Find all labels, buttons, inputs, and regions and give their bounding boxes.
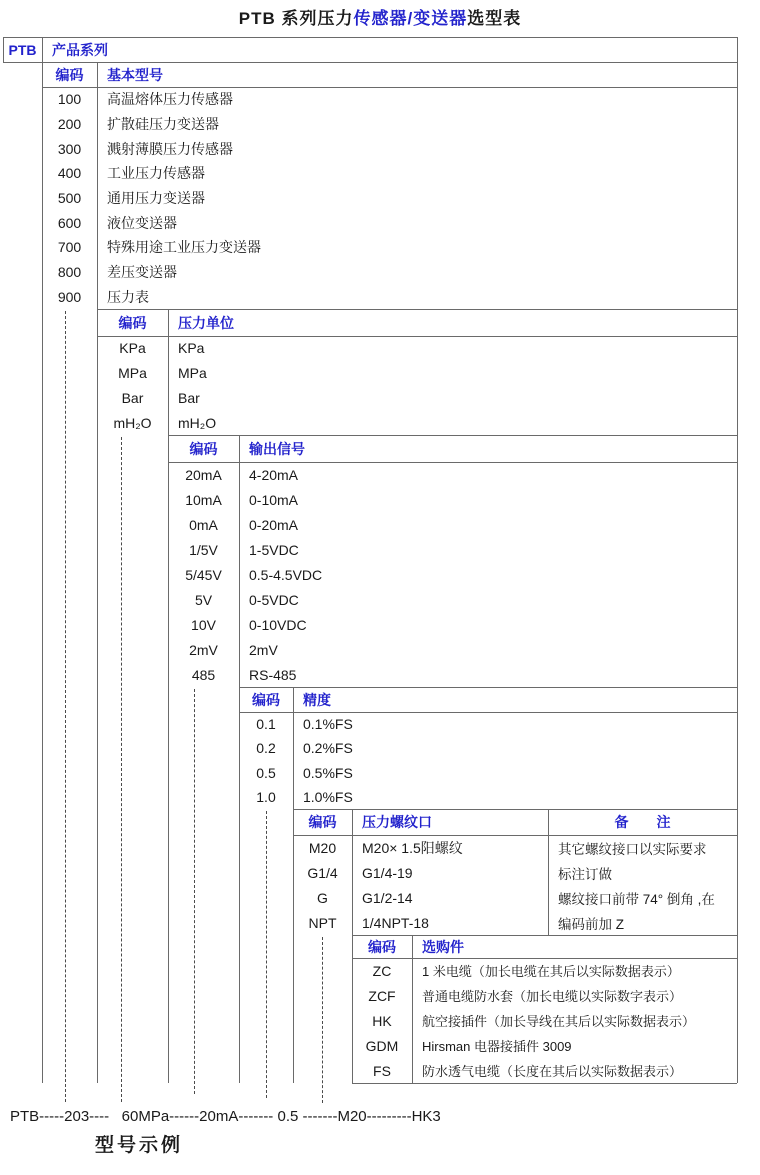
desc-cell: G1/4-19 — [362, 864, 413, 881]
title-part-black1: PTB 系列压力 — [238, 9, 354, 28]
desc-cell: 溅射薄膜压力传感器 — [107, 140, 233, 157]
desc-cell: 1.0%FS — [303, 788, 353, 805]
code-cell: 100 — [57, 91, 82, 108]
desc-cell: Hirsman 电器接插件 3009 — [422, 1039, 572, 1054]
desc-cell: 1-5VDC — [249, 541, 299, 558]
remark-block — [548, 835, 737, 935]
table-row — [168, 562, 737, 587]
code-cell: G — [317, 889, 328, 906]
desc-cell: 液位变送器 — [107, 214, 177, 231]
dashed-connector — [194, 689, 195, 1094]
desc-cell: Bar — [178, 389, 200, 406]
desc-cell: mH₂O — [178, 414, 217, 431]
code-cell: 800 — [57, 264, 82, 281]
code-cell: ZC — [372, 962, 392, 979]
remark-line: 标注订做 — [558, 866, 612, 882]
code-cell: 0mA — [189, 516, 218, 533]
table-row — [168, 637, 737, 662]
code-cell: mH₂O — [113, 414, 152, 431]
code-cell: ZCF — [368, 987, 396, 1004]
desc-cell: 0.5%FS — [303, 764, 353, 781]
code-cell: 0.5 — [256, 764, 276, 781]
code-cell: 20mA — [185, 466, 222, 483]
table-row — [168, 487, 737, 512]
desc-cell: 0-5VDC — [249, 591, 299, 608]
code-cell: 600 — [57, 214, 82, 231]
thread-port-rows — [293, 835, 548, 935]
code-cell: KPa — [119, 340, 146, 357]
output-signal-desc-header: 输出信号 — [249, 440, 305, 457]
output-signal-rows — [168, 462, 737, 687]
table-row — [168, 662, 737, 687]
table-row — [42, 284, 737, 309]
desc-cell: 0.1%FS — [303, 716, 353, 733]
table-row — [168, 462, 737, 487]
desc-cell: M20× 1.5阳螺纹 — [362, 839, 463, 856]
table-row — [168, 537, 737, 562]
table-row — [293, 860, 548, 885]
table-row — [42, 136, 737, 161]
table-row — [239, 761, 737, 785]
page-title — [0, 4, 760, 29]
dashed-connector — [65, 311, 66, 1102]
table-row — [42, 161, 737, 186]
code-cell: G1/4 — [307, 864, 338, 881]
table-row — [168, 612, 737, 637]
table-row — [42, 260, 737, 285]
grid-vline — [737, 37, 738, 1083]
code-cell: 0.2 — [256, 740, 276, 757]
table-row — [293, 835, 548, 860]
desc-cell: G1/2-14 — [362, 889, 413, 906]
output-signal-code-header: 编码 — [189, 440, 218, 457]
accuracy-desc-header: 精度 — [303, 691, 331, 708]
remark-header: 备 注 — [614, 814, 671, 830]
optional-parts-code-header: 编码 — [368, 938, 396, 955]
code-cell: 10V — [191, 616, 216, 633]
table-row — [239, 736, 737, 760]
pressure-unit-code-header: 编码 — [118, 314, 147, 331]
code-cell: Bar — [121, 389, 144, 406]
accuracy-code-header: 编码 — [252, 691, 280, 708]
remark-line: 螺纹接口前带 74° 倒角 ,在 — [558, 891, 715, 907]
desc-cell: 工业压力传感器 — [107, 165, 205, 182]
pressure-unit-rows — [97, 336, 737, 435]
code-cell: 400 — [57, 165, 82, 182]
table-row — [352, 983, 737, 1008]
table-row — [97, 386, 737, 411]
code-cell: 5/45V — [185, 566, 222, 583]
table-row — [42, 186, 737, 211]
desc-cell: 压力表 — [107, 288, 149, 305]
table-row — [293, 885, 548, 910]
code-cell: 1/5V — [189, 541, 218, 558]
desc-cell: 1/4NPT-18 — [362, 914, 429, 931]
table-row — [352, 1033, 737, 1058]
table-row — [42, 87, 737, 112]
desc-cell: 高温熔体压力传感器 — [107, 91, 233, 108]
desc-cell: 1 米电缆（加长电缆在其后以实际数据表示） — [422, 964, 680, 979]
title-part-black2: 选型表 — [467, 9, 522, 28]
desc-cell: MPa — [178, 365, 207, 382]
table-row — [42, 235, 737, 260]
desc-cell: KPa — [178, 340, 205, 357]
desc-cell: 扩散硅压力变送器 — [107, 116, 219, 132]
basic-model-code-header: 编码 — [55, 66, 84, 83]
thread-port-desc-header: 压力螺纹口 — [362, 814, 432, 830]
desc-cell: 通用压力变送器 — [107, 190, 205, 207]
remark-line: 其它螺纹接口以实际要求 — [558, 841, 707, 857]
table-row — [42, 210, 737, 235]
code-cell: 485 — [191, 666, 216, 683]
pressure-unit-desc-header: 压力单位 — [178, 314, 234, 331]
code-cell: 5V — [194, 591, 213, 608]
remark-line: 编码前加 Z — [558, 916, 624, 932]
table-row — [352, 1008, 737, 1033]
desc-cell: 航空接插件（加长导线在其后以实际数据表示） — [422, 1014, 696, 1029]
table-row — [293, 910, 548, 935]
thread-port-code-header: 编码 — [308, 814, 337, 830]
desc-cell: 0-20mA — [249, 516, 299, 533]
code-cell: NPT — [308, 914, 337, 931]
code-cell: MPa — [118, 365, 147, 382]
desc-cell: 特殊用途工业压力变送器 — [107, 239, 261, 256]
accuracy-rows — [239, 712, 737, 809]
code-cell: 200 — [57, 116, 82, 132]
desc-cell: 0.2%FS — [303, 740, 353, 757]
series-code-cell: PTB — [8, 41, 37, 58]
desc-cell: 4-20mA — [249, 466, 299, 483]
grid-hline — [352, 1083, 737, 1084]
dashed-connector — [322, 937, 323, 1103]
desc-cell: 差压变送器 — [107, 264, 177, 281]
table-row — [97, 361, 737, 386]
code-cell: 1.0 — [256, 788, 276, 805]
desc-cell: RS-485 — [249, 666, 297, 683]
series-label-cell: 产品系列 — [52, 41, 108, 58]
desc-cell: 0.5-4.5VDC — [249, 566, 323, 583]
desc-cell: 普通电缆防水套（加长电缆以实际数字表示） — [422, 989, 683, 1004]
desc-cell: 0-10mA — [249, 491, 299, 508]
desc-cell: 2mV — [249, 641, 278, 658]
table-row — [168, 587, 737, 612]
dashed-connector — [121, 437, 122, 1102]
table-row — [352, 1058, 737, 1083]
basic-model-rows — [42, 87, 737, 309]
basic-model-desc-header: 基本型号 — [107, 66, 163, 83]
code-cell: 0.1 — [256, 716, 276, 733]
desc-cell: 防水透气电缆（长度在其后以实际数据表示） — [422, 1064, 683, 1079]
table-row — [97, 336, 737, 361]
table-row — [239, 785, 737, 809]
code-cell: M20 — [308, 839, 337, 856]
code-cell: 300 — [57, 140, 82, 157]
table-row — [352, 958, 737, 983]
example-model-line: PTB-----203---- 60MPa------20mA------- 0.5 -------M20---------HK3 — [10, 1108, 441, 1125]
title-part-blue: 传感器/变送器 — [353, 9, 468, 28]
optional-parts-desc-header: 选购件 — [422, 938, 464, 955]
table-row — [168, 512, 737, 537]
code-cell: 700 — [57, 239, 82, 256]
table-row — [42, 112, 737, 137]
code-cell: 2mV — [189, 641, 218, 658]
code-cell: HK — [372, 1012, 392, 1029]
dashed-connector — [266, 811, 267, 1098]
example-caption: 型号示例 — [95, 1135, 184, 1156]
code-cell: 10mA — [185, 491, 222, 508]
code-cell: 900 — [57, 288, 82, 305]
table-row — [239, 712, 737, 736]
table-row — [97, 410, 737, 435]
code-cell: FS — [373, 1062, 391, 1079]
code-cell: 500 — [57, 190, 82, 207]
optional-parts-rows — [352, 958, 737, 1083]
code-cell: GDM — [365, 1037, 399, 1054]
desc-cell: 0-10VDC — [249, 616, 307, 633]
